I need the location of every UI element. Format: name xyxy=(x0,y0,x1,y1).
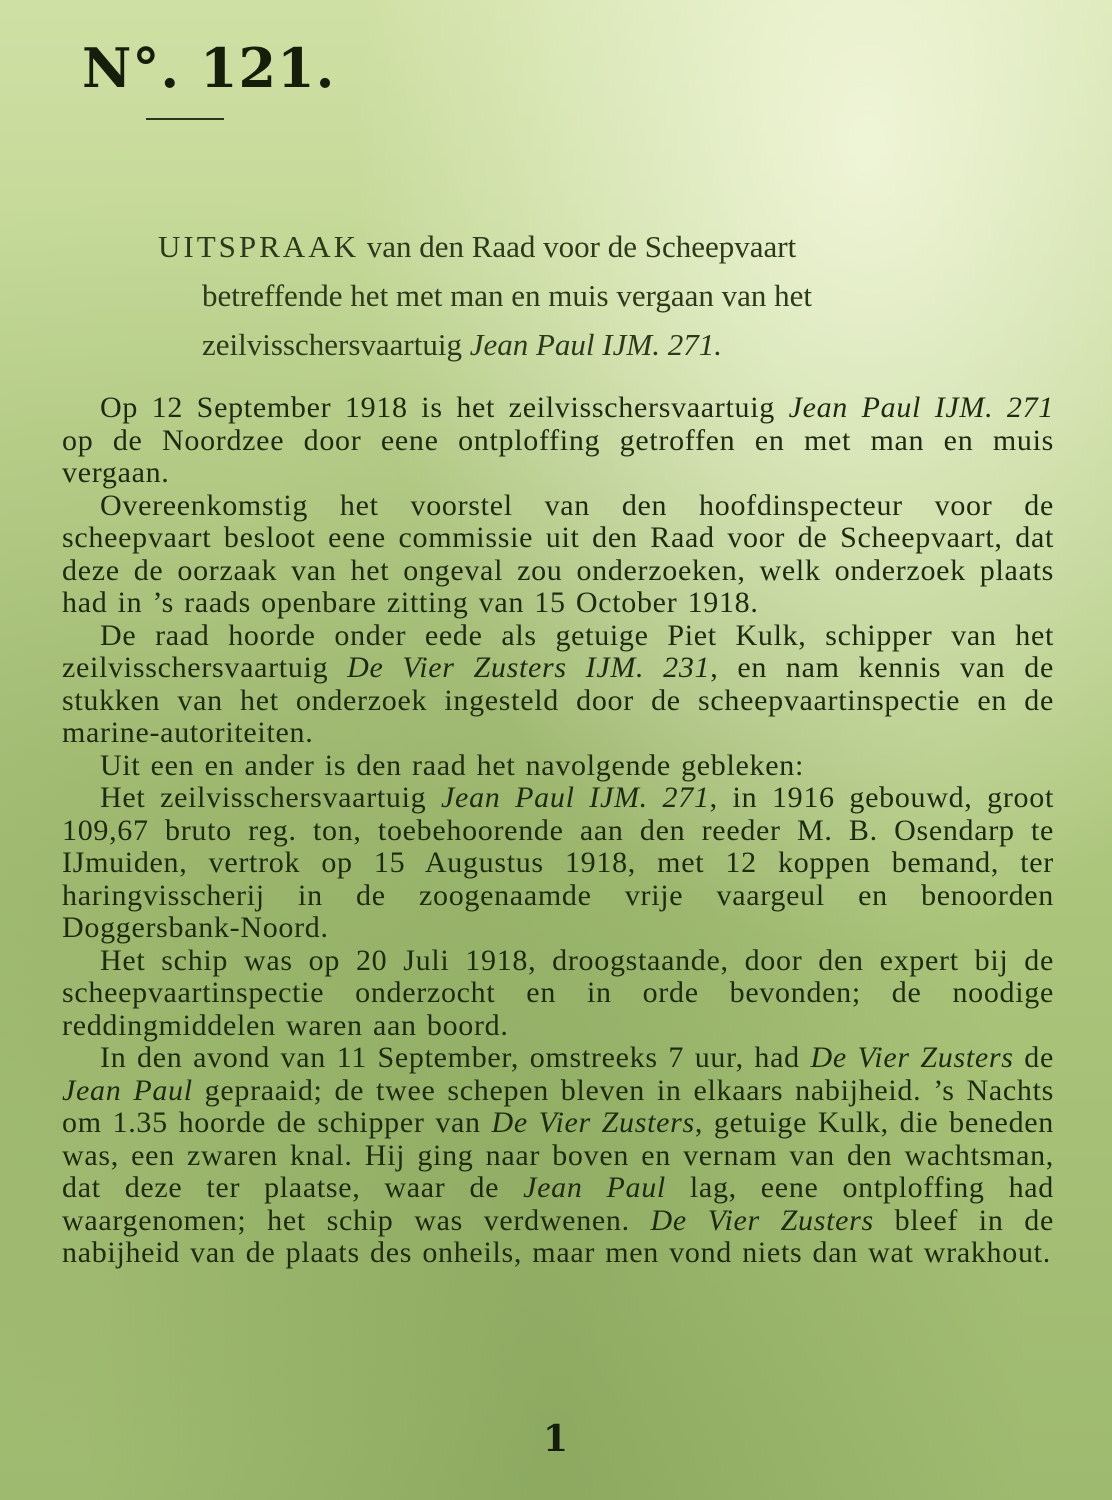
paragraph-text: op de Noordzee door eene ontploffing getroffen en met man en muis vergaan. xyxy=(62,423,1054,489)
paragraph xyxy=(62,782,1054,945)
title-divider xyxy=(146,118,224,120)
paragraph-text: De raad hoorde onder eede als getuige Piet Kulk, schipper van het zeilvisschersvaartuig xyxy=(62,618,1054,684)
paragraph xyxy=(62,392,1054,490)
vessel-name: De Vier Zusters xyxy=(491,1106,695,1139)
vessel-name: De Vier Zusters IJM. 231 xyxy=(347,651,711,684)
vessel-name: Jean Paul xyxy=(523,1171,666,1204)
paragraph-text: , getuige Kulk, die beneden was, een zwaren knal. Hij ging naar boven en vernam van den wachtsman, dat deze ter plaatse, waar de xyxy=(62,1106,1054,1204)
paragraph-text: de xyxy=(1013,1041,1054,1074)
paragraph-text: Het zeilvisschersvaartuig xyxy=(100,781,442,814)
heading-lead-word: UITSPRAAK xyxy=(158,229,359,264)
document-number: N°. 121. xyxy=(82,36,336,100)
paragraph: Het schip was op 20 Juli 1918, droogstaande, door den expert bij de scheepvaartinspectie onderzocht en in orde bevonden; de noodige reddingmiddelen waren aan boord. xyxy=(62,943,1054,1042)
heading-line-3 xyxy=(0,320,1112,369)
vessel-name: Jean Paul IJM. 271 xyxy=(788,391,1054,424)
paragraph-text: , in 1916 gebouwd, groot 109,67 bruto reg. ton, toebehoorende aan den reeder M. B. Osendarp te IJmuiden, vertrok op 15 Augustus 1918, met 12 koppen bemand, ter haringvisscherij in de zoogenaamde vrije vaargeul en benoorden Doggersbank-Noord. xyxy=(62,781,1054,944)
paragraph-text: bleef in de nabijheid van de plaats des onheils, maar men vond niets dan wat wrakhout. xyxy=(62,1203,1054,1269)
paragraph xyxy=(62,620,1054,750)
vessel-name: Jean Paul xyxy=(62,1073,193,1107)
vessel-name: De Vier Zusters xyxy=(650,1203,874,1237)
heading-vessel-name: Jean Paul IJM. 271. xyxy=(469,327,722,362)
page-number: 1 xyxy=(543,1418,569,1460)
ruling-body xyxy=(62,392,1054,1270)
vessel-name: Jean Paul IJM. 271 xyxy=(441,781,710,814)
paragraph-text: Op 12 September 1918 is het zeilvisschersvaartuig xyxy=(100,391,789,424)
heading-line-1 xyxy=(0,222,1112,271)
vessel-name: De Vier Zusters xyxy=(810,1041,1014,1074)
paragraph: Uit een en ander is den raad het navolgende gebleken: xyxy=(100,748,804,782)
heading-line-1-rest: van den Raad voor de Scheepvaart xyxy=(358,229,797,264)
heading-line-3-pre: zeilvisschersvaartuig xyxy=(202,327,470,362)
ruling-heading xyxy=(0,222,1112,369)
paragraph-text: lag, eene ontploffing had waargenomen; het schip was verdwenen. xyxy=(62,1171,1054,1237)
paragraph xyxy=(62,1042,1054,1270)
paragraph-text: In den avond van 11 September, omstreeks 7 uur, had xyxy=(100,1041,811,1074)
heading-line-2: betreffende het met man en muis vergaan van het xyxy=(202,278,813,313)
paragraph-text: , en nam kennis van de stukken van het onderzoek ingesteld door de scheepvaartinspectie en de marine-autoriteiten. xyxy=(62,651,1054,749)
paragraph: Overeenkomstig het voorstel van den hoofdinspecteur voor de scheepvaart besloot eene commissie uit den Raad voor de Scheepvaart, dat deze de oorzaak van het ongeval zou onderzoeken, welk onderzoek plaats had in ’s raads openbare zitting van 15 October 1918. xyxy=(62,488,1054,619)
paragraph-text: gepraaid; de twee schepen bleven in elkaars nabijheid. ’s Nachts om 1.35 hoorde de schipper van xyxy=(62,1073,1054,1139)
